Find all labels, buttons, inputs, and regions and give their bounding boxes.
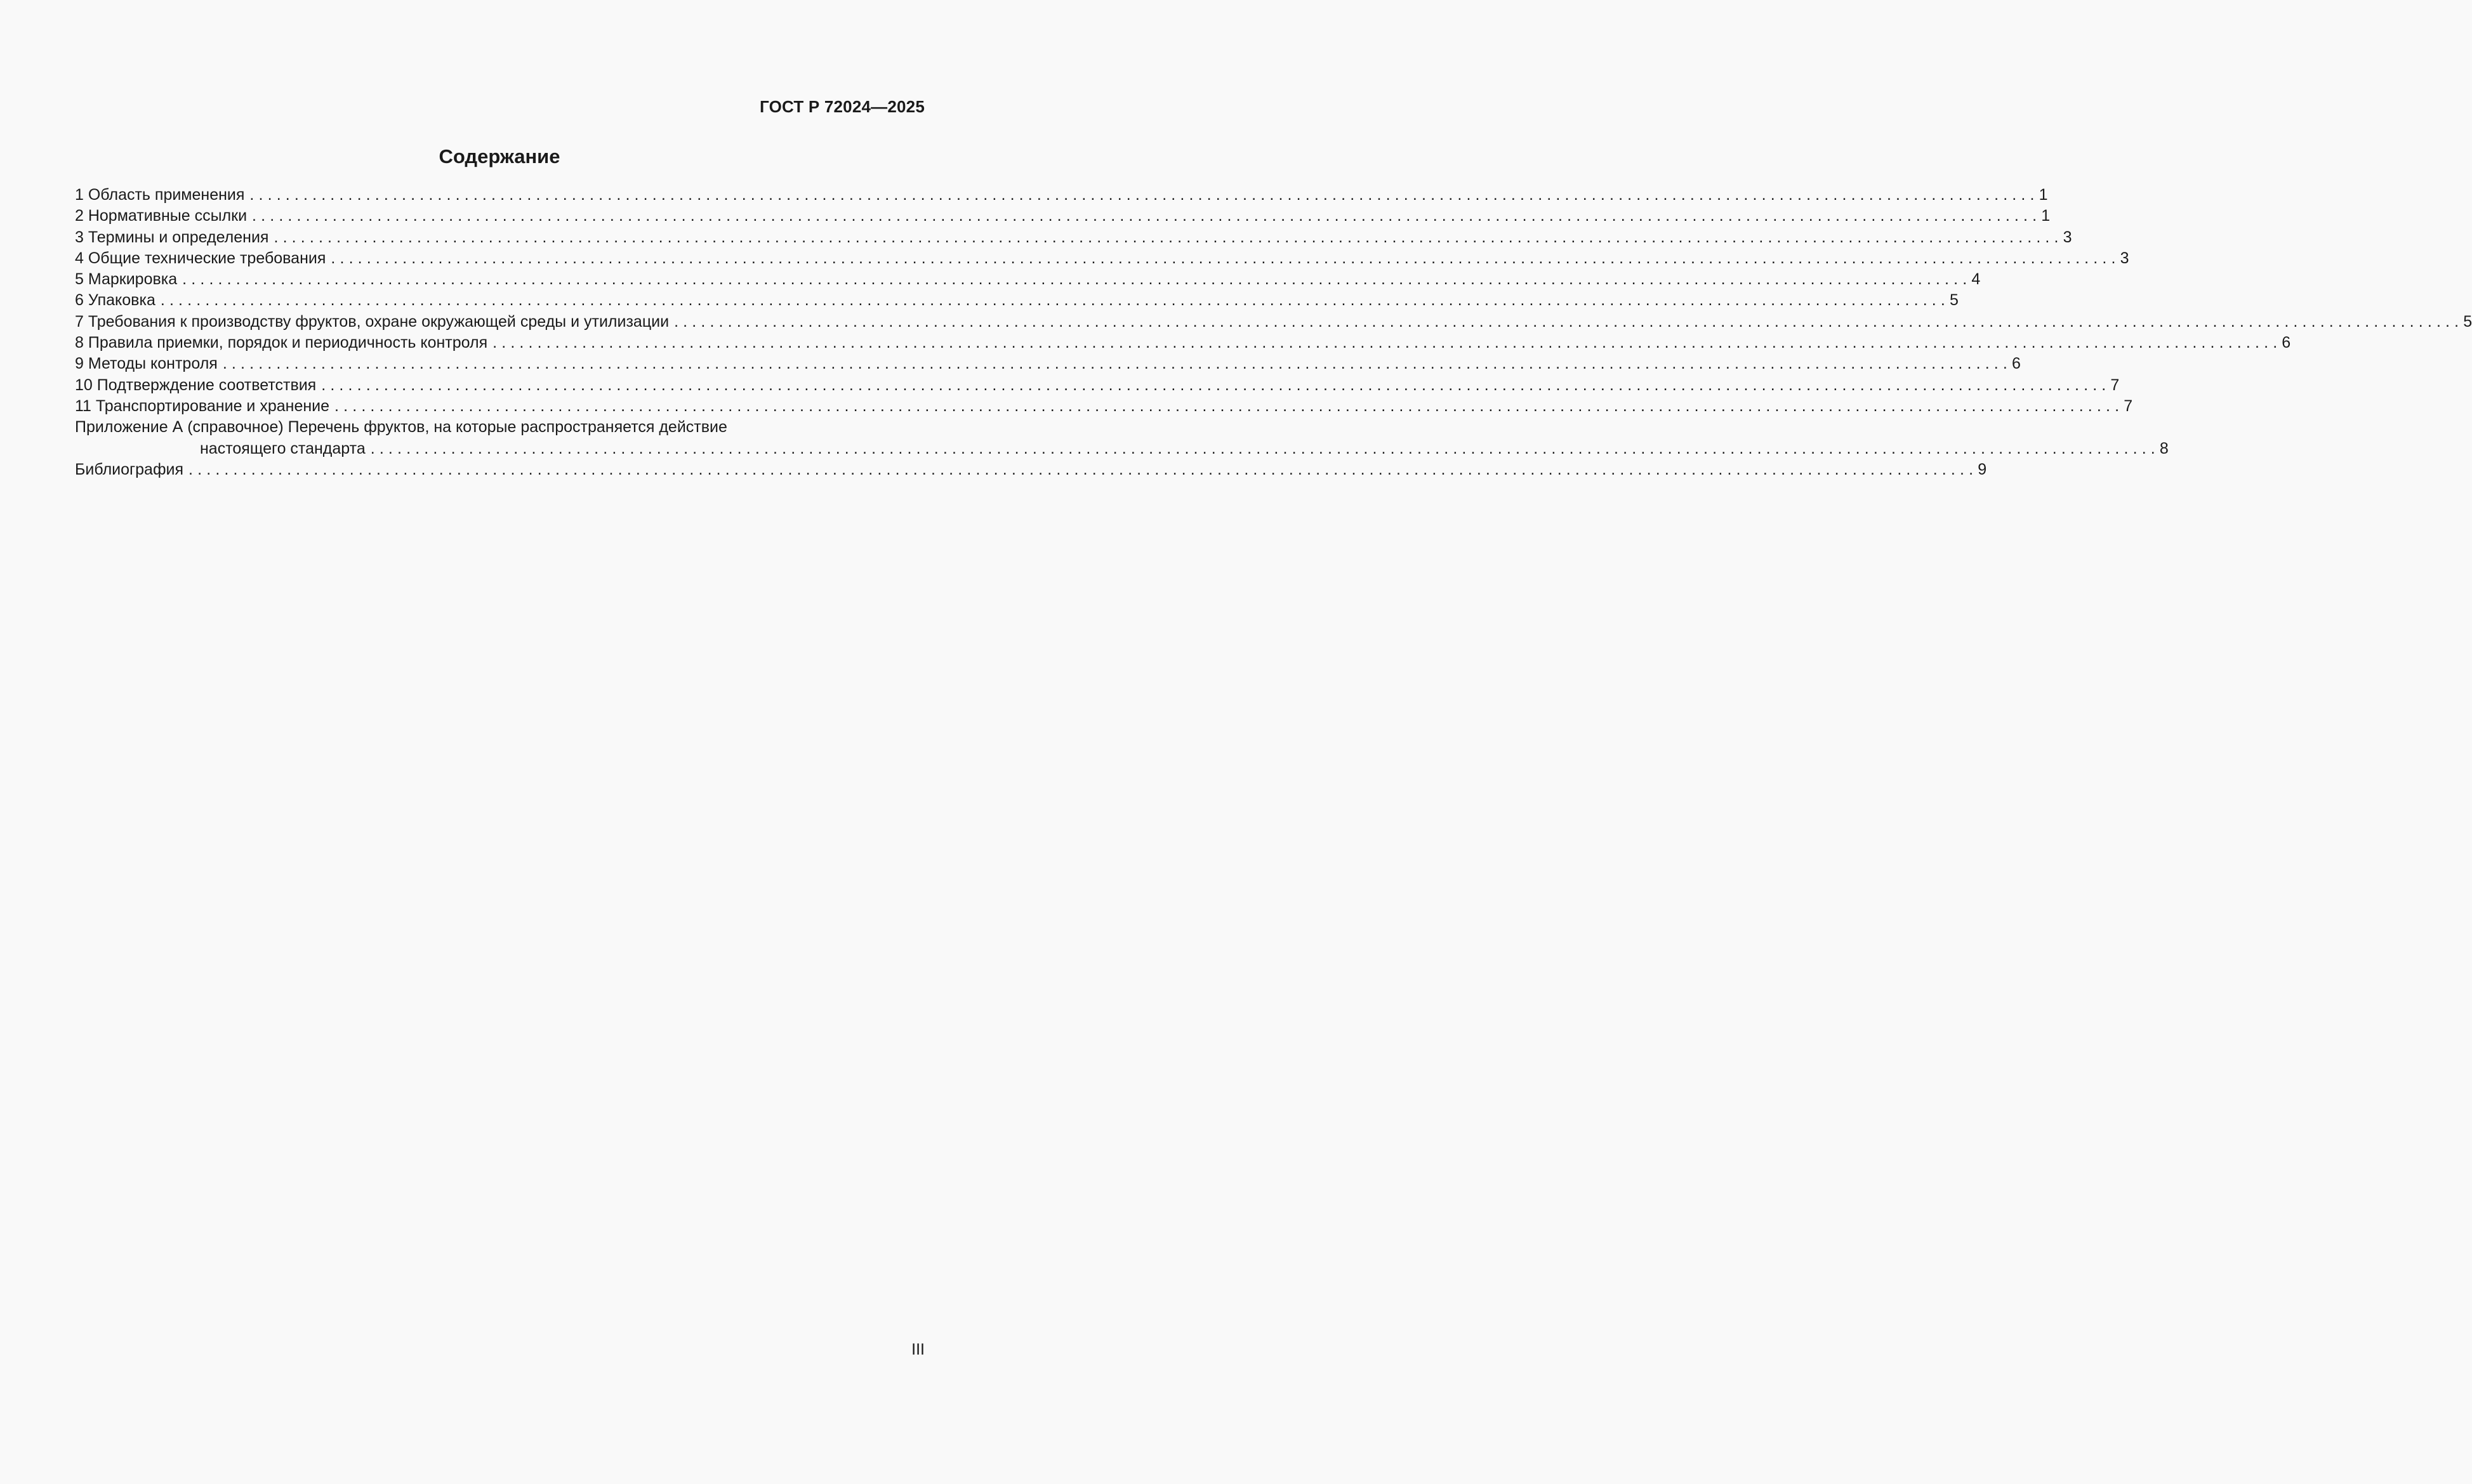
toc-entry-bibliography[interactable] bbox=[75, 459, 1987, 480]
toc-leader-dots: ........................................................................................................................................................................................................ bbox=[160, 291, 1950, 310]
toc-appendix-title: Приложение А (справочное) Перечень фруктов, на которые распространяется действие bbox=[75, 418, 727, 437]
toc-entry-title: 3 Термины и определения bbox=[75, 228, 269, 246]
toc-entry-page: 7 bbox=[2124, 397, 2133, 415]
toc-appendix-continuation bbox=[75, 438, 2169, 459]
toc-leader-dots: ........................................................................................................................................................................................................ bbox=[370, 439, 2160, 457]
toc-entry[interactable] bbox=[75, 206, 2051, 227]
toc-entry-title: 5 Маркировка bbox=[75, 270, 178, 289]
toc-entry[interactable] bbox=[75, 290, 1959, 311]
toc-entry-appendix[interactable] bbox=[75, 417, 2169, 459]
toc-entry[interactable] bbox=[75, 269, 1981, 290]
toc-entry-page: 8 bbox=[2159, 439, 2169, 457]
toc-entry-page: 3 bbox=[2063, 228, 2072, 246]
toc-entry-page: 6 bbox=[2012, 355, 2021, 373]
toc-leader-dots: ........................................................................................................................................................................................................ bbox=[222, 355, 2012, 373]
toc-leader-dots: ........................................................................................................................................................................................................ bbox=[674, 312, 2464, 331]
toc-entry-title: 6 Упаковка bbox=[75, 291, 155, 310]
toc-entry-page: 1 bbox=[2039, 186, 2048, 204]
toc-entry-page: 4 bbox=[1971, 270, 1981, 289]
toc-entry[interactable] bbox=[75, 248, 2129, 269]
toc-appendix-title-cont: настоящего стандарта bbox=[200, 439, 366, 457]
toc-entry[interactable] bbox=[75, 227, 2072, 248]
toc-leader-dots: ........................................................................................................................................................................................................ bbox=[249, 186, 2039, 204]
toc-entry-page: 5 bbox=[1950, 291, 1959, 310]
toc-entry-title: 9 Методы контроля bbox=[75, 355, 218, 373]
toc-leader-dots: ........................................................................................................................................................................................................ bbox=[182, 270, 1972, 289]
toc-entry-page: 6 bbox=[2282, 334, 2291, 352]
toc-entry-title: 2 Нормативные ссылки bbox=[75, 207, 248, 225]
toc-entry[interactable] bbox=[75, 375, 2120, 396]
toc-entry-title: Библиография bbox=[75, 460, 184, 478]
toc-leader-dots: ........................................................................................................................................................................................................ bbox=[188, 460, 1978, 478]
toc-leader-dots: ........................................................................................................................................................................................................ bbox=[334, 397, 2124, 415]
toc-entry[interactable] bbox=[75, 353, 2021, 374]
toc-entry-page: 3 bbox=[2120, 249, 2129, 267]
toc-entry-page: 5 bbox=[2463, 312, 2472, 331]
toc-entry-title: 10 Подтверждение соответствия bbox=[75, 376, 317, 394]
toc-leader-dots: ........................................................................................................................................................................................................ bbox=[321, 376, 2111, 394]
toc-entry-page: 7 bbox=[2110, 376, 2120, 394]
toc-entry-title: 11 Транспортирование и хранение bbox=[75, 397, 330, 415]
page-number: III bbox=[911, 1341, 925, 1358]
toc-leader-dots: ........................................................................................................................................................................................................ bbox=[492, 334, 2282, 352]
toc-entry-page: 9 bbox=[1978, 460, 1987, 478]
toc-leader-dots: ........................................................................................................................................................................................................ bbox=[274, 228, 2063, 246]
document-code: ГОСТ Р 72024—2025 bbox=[760, 97, 925, 116]
toc-leader-dots: ........................................................................................................................................................................................................ bbox=[331, 249, 2120, 267]
toc-title: Содержание bbox=[439, 145, 560, 167]
toc-entry-title: 1 Область применения bbox=[75, 186, 245, 204]
toc-entry[interactable] bbox=[75, 396, 2133, 417]
toc-entry[interactable] bbox=[75, 312, 2472, 332]
toc-entry[interactable] bbox=[75, 185, 2048, 206]
toc-entry-title: 8 Правила приемки, порядок и периодичность контроля bbox=[75, 334, 488, 352]
toc-entry-page: 1 bbox=[2041, 207, 2051, 225]
table-of-contents bbox=[75, 185, 2472, 480]
toc-entry[interactable] bbox=[75, 332, 2291, 353]
toc-entry-title: 4 Общие технические требования bbox=[75, 249, 326, 267]
toc-leader-dots: ........................................................................................................................................................................................................ bbox=[252, 207, 2042, 225]
toc-entry-title: 7 Требования к производству фруктов, охране окружающей среды и утилизации bbox=[75, 312, 670, 331]
